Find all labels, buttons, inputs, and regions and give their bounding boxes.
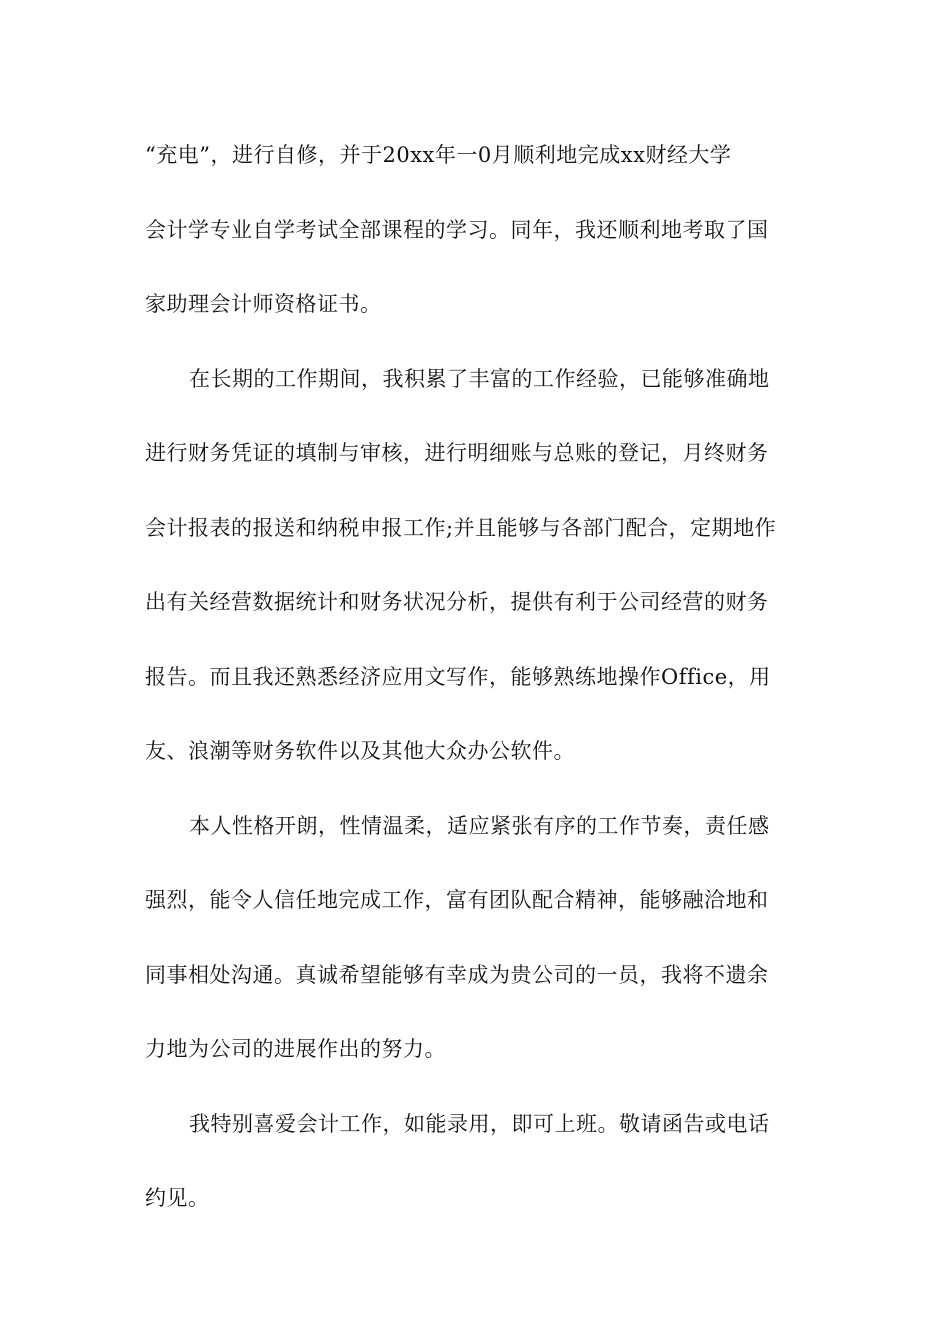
text-line: 强烈，能令人信任地完成工作，富有团队配合精神，能够融洽地和	[145, 888, 769, 912]
text-line: 进行财务凭证的填制与审核，进行明细账与总账的登记，月终财务	[145, 441, 769, 465]
text-line: 出有关经营数据统计和财务状况分析，提供有利于公司经营的财务	[145, 590, 769, 614]
text-line: 友、浪潮等财务软件以及其他大众办公软件。	[145, 739, 575, 763]
paragraph-start-line: 我特别喜爱会计工作，如能录用，即可上班。敬请函告或电话	[189, 1112, 770, 1136]
text-line: 约见。	[145, 1186, 210, 1210]
paragraph-start-line: 本人性格开朗，性情温柔，适应紧张有序的工作节奏，责任感	[189, 814, 770, 838]
text-line: 同事相处沟通。真诚希望能够有幸成为贵公司的一员，我将不遗余	[145, 963, 769, 987]
text-line: “充电”，进行自修，并于20xx年一0月顺利地完成xx财经大学	[145, 143, 732, 167]
text-line: 会计报表的报送和纳税申报工作;并且能够与各部门配合，定期地作	[145, 516, 777, 540]
paragraph-start-line: 在长期的工作期间，我积累了丰富的工作经验，已能够准确地	[189, 367, 770, 391]
text-line: 家助理会计师资格证书。	[145, 292, 382, 316]
text-line: 报告。而且我还熟悉经济应用文写作，能够熟练地操作Office，用	[145, 665, 771, 689]
text-line: 会计学专业自学考试全部课程的学习。同年，我还顺利地考取了国	[145, 218, 769, 242]
text-line: 力地为公司的进展作出的努力。	[145, 1037, 446, 1061]
